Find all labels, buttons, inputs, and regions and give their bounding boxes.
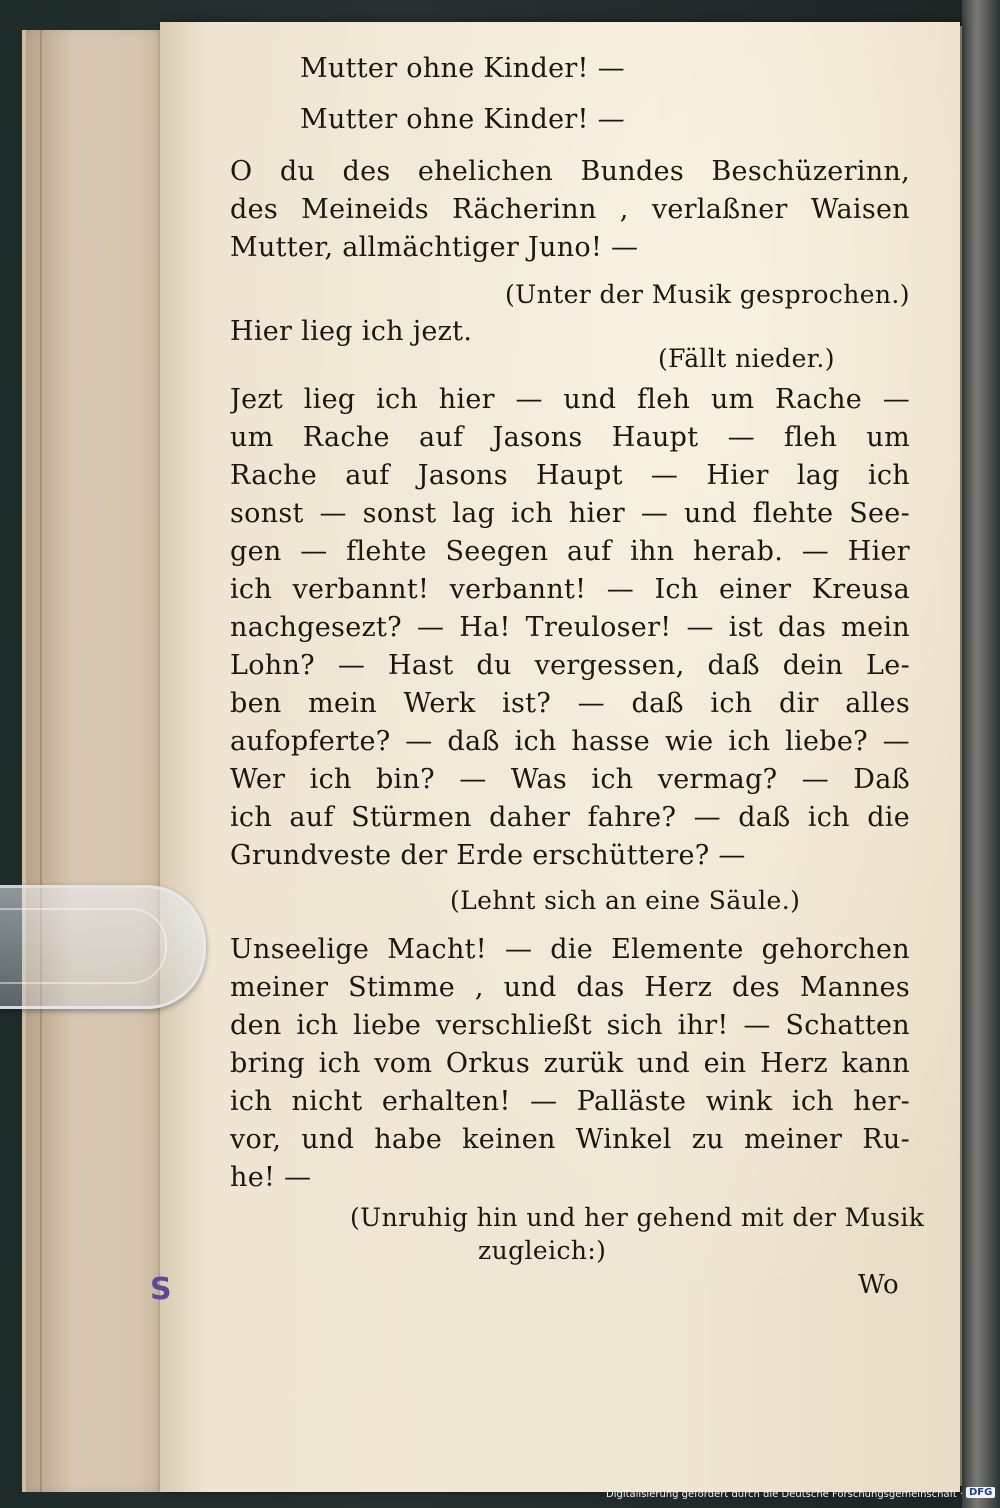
text-line: ich auf Stürmen daher fahre? — daß ich die [230, 802, 910, 833]
text-line: sonst — sonst lag ich hier — und flehte See- [230, 498, 910, 529]
text-line: Jezt lieg ich hier — und fleh um Rache — [230, 384, 910, 415]
text-line: ich verbannt! verbannt! — Ich einer Kreusa [230, 574, 910, 605]
text-line: Hier lieg ich jezt. [230, 316, 473, 347]
text-line: ich nicht erhalten! — Palläste wink ich her- [230, 1086, 910, 1117]
stage-direction: (Unter der Musik gesprochen.) [505, 280, 910, 309]
scanner-edge [962, 0, 1000, 1508]
text-line: he! — [230, 1162, 312, 1193]
text-line: gen — flehte Seegen auf ihn herab. — Hier [230, 536, 910, 567]
text-line: Wer ich bin? — Was ich vermag? — Daß [230, 764, 910, 795]
text-line: Mutter ohne Kinder! — [300, 104, 625, 135]
library-stamp-letter: S [150, 1272, 172, 1307]
text-line: den ich liebe verschließt sich ihr! — Schatten [230, 1010, 910, 1041]
text-line: meiner Stimme , und das Herz des Mannes [230, 972, 910, 1003]
text-line: Rache auf Jasons Haupt — Hier lag ich [230, 460, 910, 491]
text-line: Lohn? — Hast du vergessen, daß dein Le- [230, 650, 910, 681]
text-line: aufopferte? — daß ich hasse wie ich liebe? — [230, 726, 910, 757]
text-line: Mutter ohne Kinder! — [300, 53, 625, 84]
page-clip [0, 885, 206, 1009]
stage-direction: (Fällt nieder.) [658, 344, 835, 373]
stage-direction: (Lehnt sich an eine Säule.) [450, 886, 801, 915]
text-line: nachgesezt? — Ha! Treuloser! — ist das mein [230, 612, 910, 643]
text-line: Grundveste der Erde erschüttere? — [230, 840, 746, 871]
text-line: vor, und habe keinen Winkel zu meiner Ru- [230, 1124, 910, 1155]
stage-direction: (Unruhig hin und her gehend mit der Musik [350, 1203, 925, 1232]
dfg-logo: DFG [966, 1487, 995, 1498]
catchword: Wo [858, 1270, 899, 1300]
text-line: ben mein Werk ist? — daß ich dir alles [230, 688, 910, 719]
text-line: O du des ehelichen Bundes Beschüzerinn, [230, 156, 910, 187]
text-line: bring ich vom Orkus zurük und ein Herz kann [230, 1048, 910, 1079]
text-line: um Rache auf Jasons Haupt — fleh um [230, 422, 910, 453]
digitization-credit: Digitalisierung gefördert durch die Deutsche Forschungsgemeinschaft · [606, 1489, 964, 1500]
text-line: des Meineids Rächerinn , verlaßner Waisen [230, 194, 910, 225]
text-line: Unseelige Macht! — die Elemente gehorchen [230, 934, 910, 965]
page-text [230, 0, 925, 1508]
stage-direction: zugleich:) [478, 1236, 607, 1265]
text-line: Mutter, allmächtiger Juno! — [230, 232, 639, 263]
